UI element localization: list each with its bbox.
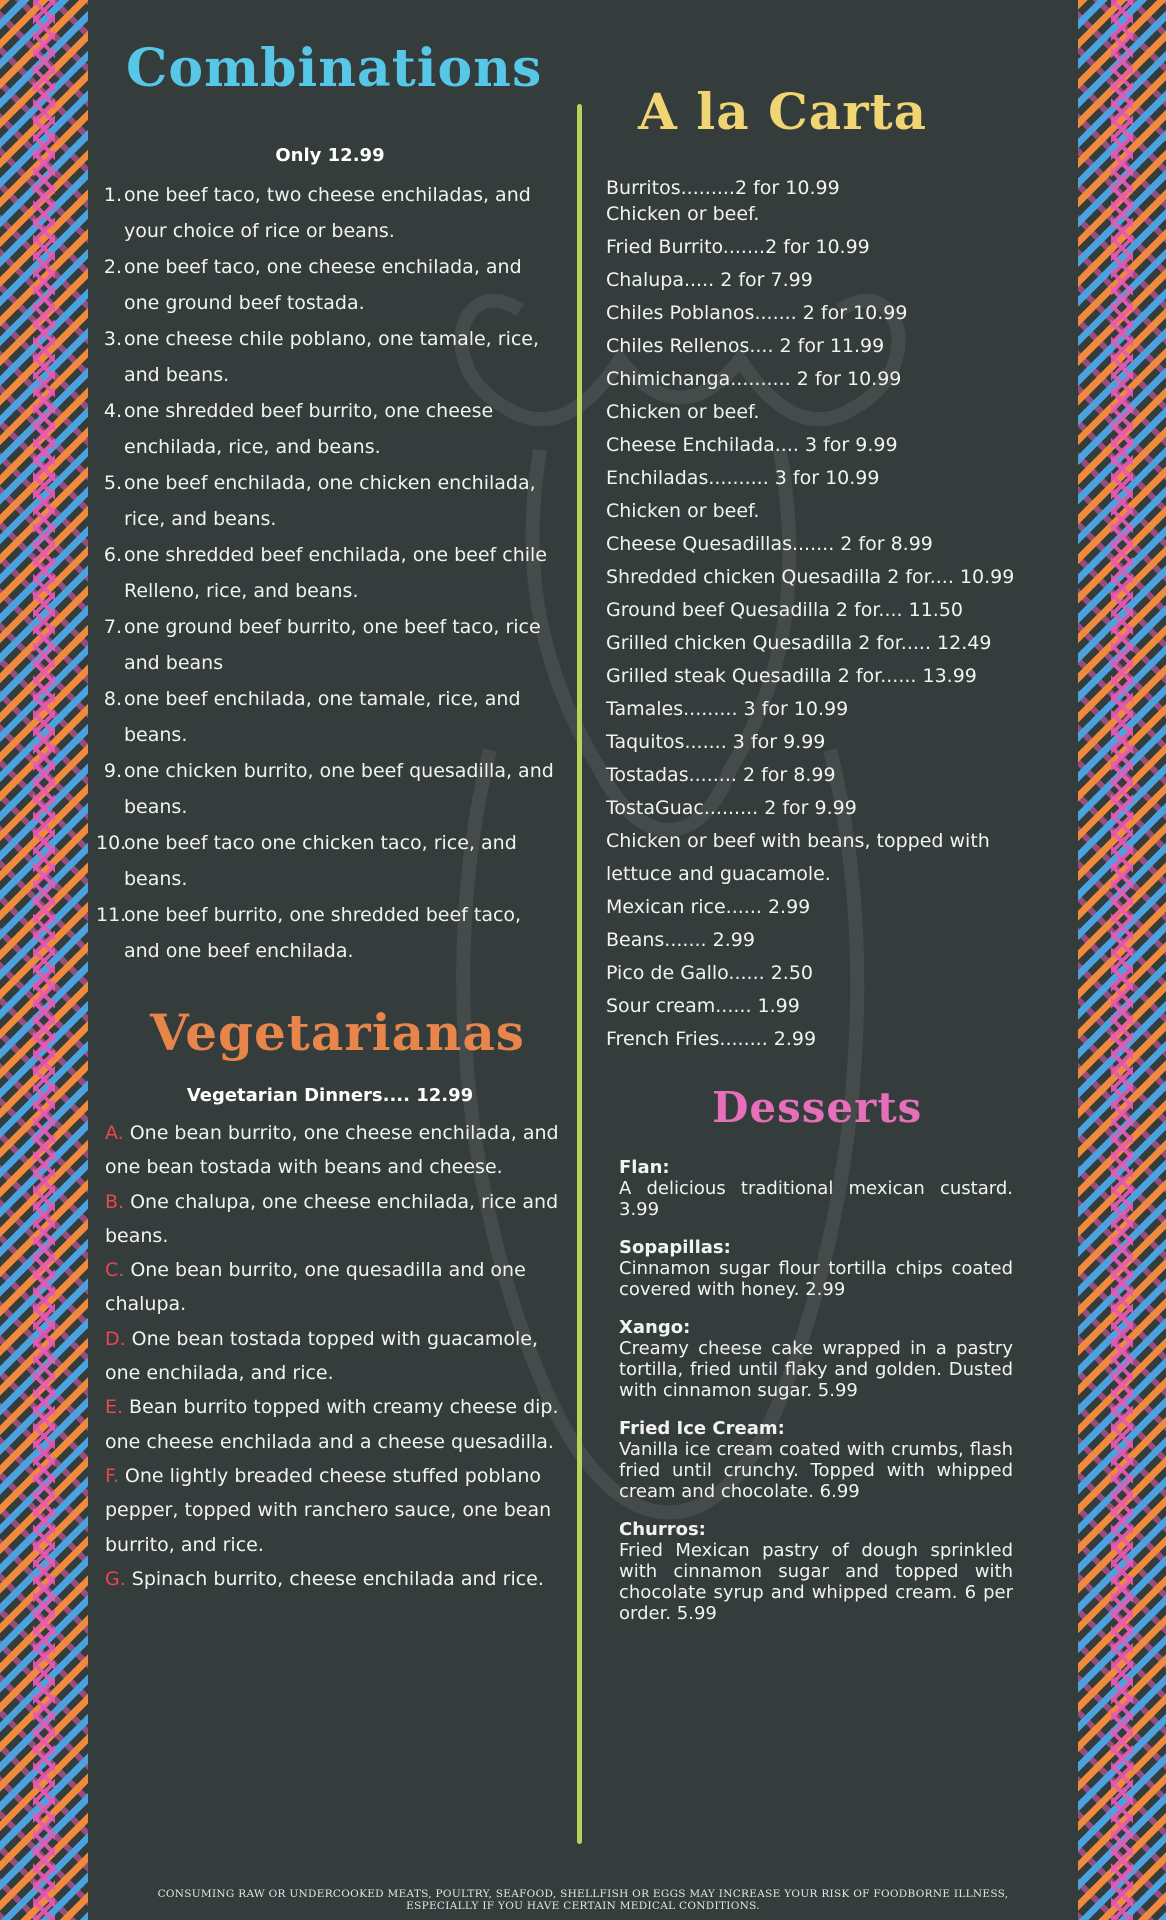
dessert-item <box>619 1158 1013 1220</box>
carta-item: Taquitos....... 3 for 9.99 <box>606 731 826 753</box>
combinations-price: Only 12.99 <box>275 145 385 166</box>
combination-text: one beef taco, one cheese enchilada, and one ground beef tostada. <box>124 256 522 314</box>
combination-text: one beef taco, two cheese enchiladas, and your choice of rice or beans. <box>124 184 531 242</box>
combination-item <box>96 610 562 681</box>
vegetarian-item <box>105 1390 560 1459</box>
dessert-name: Flan: <box>619 1157 670 1178</box>
combination-text: one ground beef burrito, one beef taco, rice and beans <box>124 616 541 674</box>
vegetarian-item <box>105 1116 560 1185</box>
dessert-name: Churros: <box>619 1519 706 1540</box>
vegetarian-item <box>105 1459 560 1562</box>
combination-number: 10. <box>96 832 127 854</box>
carta-item: Sour cream...... 1.99 <box>606 995 800 1017</box>
dessert-description: Cinnamon sugar flour tortilla chips coated covered with honey. 2.99 <box>619 1258 1013 1300</box>
carta-item: Grilled chicken Quesadilla 2 for..... 12.49 <box>606 632 992 654</box>
vegetarian-item <box>105 1322 560 1391</box>
carta-item: Chicken or beef with beans, topped with <box>606 830 990 852</box>
vegetarian-letter: E. <box>105 1396 124 1419</box>
decorative-border-right <box>1078 0 1166 1920</box>
health-disclaimer <box>140 1888 1026 1912</box>
vegetarian-item <box>105 1185 560 1254</box>
combination-text: one shredded beef burrito, one cheese enchilada, rice, and beans. <box>124 400 494 458</box>
combination-text: one beef burrito, one shredded beef taco, and one beef enchilada. <box>124 904 522 962</box>
carta-item: Mexican rice...... 2.99 <box>606 896 811 918</box>
combination-number: 9. <box>103 760 122 782</box>
combination-text: one beef enchilada, one tamale, rice, and beans. <box>124 688 521 746</box>
a-la-carta-list <box>606 178 1066 1056</box>
combination-number: 2. <box>103 256 122 278</box>
carta-item: Chicken or beef. <box>606 203 760 225</box>
vegetarian-letter: G. <box>105 1567 126 1590</box>
carta-item: Ground beef Quesadilla 2 for.... 11.50 <box>606 599 964 621</box>
combination-item <box>96 538 562 609</box>
vegetarian-letter: A. <box>105 1122 124 1144</box>
combination-item <box>96 682 562 753</box>
dessert-item <box>619 1318 1013 1401</box>
combination-item <box>96 826 562 897</box>
dessert-description: A delicious traditional mexican custard. 3.99 <box>619 1178 1013 1220</box>
vegetarian-letter: D. <box>105 1327 126 1350</box>
vegetarian-text: One chalupa, one cheese enchilada, rice and beans. <box>105 1190 559 1247</box>
dessert-name: Sopapillas: <box>619 1237 731 1258</box>
combination-number: 7. <box>103 616 122 638</box>
carta-item: Chimichanga.......... 2 for 10.99 <box>606 368 902 390</box>
carta-item: Beans....... 2.99 <box>606 929 755 951</box>
combinations-title: Combinations <box>126 38 543 99</box>
vegetarianas-price: Vegetarian Dinners.... 12.99 <box>186 1085 474 1106</box>
vegetarian-text: One bean tostada topped with guacamole, one enchilada, and rice. <box>105 1327 538 1385</box>
carta-item: Chicken or beef. <box>606 500 760 522</box>
vegetarian-letter: F. <box>105 1464 119 1487</box>
combination-item <box>96 466 562 537</box>
combination-number: 1. <box>103 184 122 206</box>
vegetarian-text: One bean burrito, one cheese enchilada, and one bean tostada with beans and cheese. <box>105 1122 559 1179</box>
combination-item <box>96 394 562 465</box>
carta-item: Tostadas........ 2 for 8.99 <box>606 764 836 786</box>
carta-item: Enchiladas.......... 3 for 10.99 <box>606 467 880 489</box>
combination-item <box>96 898 562 969</box>
carta-item: lettuce and guacamole. <box>606 863 831 885</box>
carta-item: Chalupa..... 2 for 7.99 <box>606 269 813 291</box>
a-la-carta-title: A la Carta <box>638 82 928 141</box>
combination-text: one shredded beef enchilada, one beef chile Relleno, rice, and beans. <box>124 544 548 602</box>
dessert-description: Creamy cheese cake wrapped in a pastry tortilla, fried until flaky and golden. Dusted with cinnamon sugar. 5.99 <box>619 1338 1013 1401</box>
dessert-item <box>619 1520 1013 1624</box>
combination-item <box>96 178 562 249</box>
combination-text: one beef enchilada, one chicken enchilada, rice, and beans. <box>124 472 536 530</box>
combination-number: 8. <box>103 688 122 710</box>
carta-item: Shredded chicken Quesadilla 2 for.... 10.99 <box>606 566 1015 588</box>
carta-item: Chiles Poblanos....... 2 for 10.99 <box>606 302 908 324</box>
combination-text: one cheese chile poblano, one tamale, rice, and beans. <box>124 328 540 386</box>
combination-item <box>96 322 562 393</box>
carta-item: Burritos.........2 for 10.99 <box>606 177 840 199</box>
vegetarian-text: One bean burrito, one quesadilla and one chalupa. <box>105 1259 526 1316</box>
vegetarian-letter: C. <box>105 1259 125 1282</box>
vegetarianas-list <box>105 1116 560 1596</box>
dessert-name: Xango: <box>619 1317 691 1338</box>
dessert-description: Fried Mexican pastry of dough sprinkled with cinnamon sugar and topped with chocolate syrup and whipped cream. 6 per order. 5.99 <box>619 1540 1013 1624</box>
vegetarian-item <box>105 1253 560 1322</box>
carta-item: Cheese Quesadillas....... 2 for 8.99 <box>606 533 933 555</box>
carta-item: Chicken or beef. <box>606 401 760 423</box>
disclaimer-line-1: CONSUMING RAW OR UNDERCOOKED MEATS, POULTRY, SEAFOOD, SHELLFISH OR EGGS MAY INCREASE YOUR RISK OF FOODBORNE ILLNESS, <box>157 1888 1009 1900</box>
disclaimer-line-2: ESPECIALLY IF YOU HAVE CERTAIN MEDICAL CONDITIONS. <box>406 1900 760 1912</box>
combination-number: 6. <box>103 544 122 566</box>
carta-item: Tamales......... 3 for 10.99 <box>606 698 849 720</box>
vegetarian-item <box>105 1562 560 1596</box>
carta-item: Chiles Rellenos.... 2 for 11.99 <box>606 335 885 357</box>
carta-item: Fried Burrito.......2 for 10.99 <box>606 236 870 258</box>
vegetarian-text: Bean burrito topped with creamy cheese dip. one cheese enchilada and a cheese quesadilla. <box>105 1396 559 1453</box>
vegetarian-text: One lightly breaded cheese stuffed poblano pepper, topped with ranchero sauce, one bean burrito, and rice. <box>105 1464 552 1556</box>
dessert-name: Fried Ice Cream: <box>619 1418 785 1439</box>
carta-item: Pico de Gallo...... 2.50 <box>606 962 814 984</box>
carta-item: Grilled steak Quesadilla 2 for...... 13.99 <box>606 665 977 687</box>
dessert-item <box>619 1419 1013 1502</box>
carta-item: TostaGuac......... 2 for 9.99 <box>606 797 857 819</box>
dessert-item <box>619 1238 1013 1300</box>
combination-number: 4. <box>103 400 122 422</box>
combination-number: 5. <box>103 472 122 494</box>
carta-item: French Fries........ 2.99 <box>606 1028 817 1050</box>
vegetarian-text: Spinach burrito, cheese enchilada and rice. <box>131 1567 544 1590</box>
combination-text: one chicken burrito, one beef quesadilla, and beans. <box>124 760 554 818</box>
dessert-description: Vanilla ice cream coated with crumbs, flash fried until crunchy. Topped with whipped cream and chocolate. 6.99 <box>619 1439 1013 1502</box>
combination-item <box>96 250 562 321</box>
decorative-border-left <box>0 0 88 1920</box>
carta-item: Cheese Enchilada.... 3 for 9.99 <box>606 434 898 456</box>
vegetarianas-title: Vegetarianas <box>150 1003 525 1062</box>
column-divider <box>577 104 582 1844</box>
desserts-title: Desserts <box>712 1083 923 1132</box>
vegetarian-letter: B. <box>105 1190 125 1213</box>
combinations-list <box>96 178 562 970</box>
combination-item <box>96 754 562 825</box>
desserts-list <box>619 1158 1013 1642</box>
combination-text: one beef taco one chicken taco, rice, and beans. <box>124 832 517 890</box>
combination-number: 11. <box>96 904 127 926</box>
combination-number: 3. <box>103 328 122 350</box>
